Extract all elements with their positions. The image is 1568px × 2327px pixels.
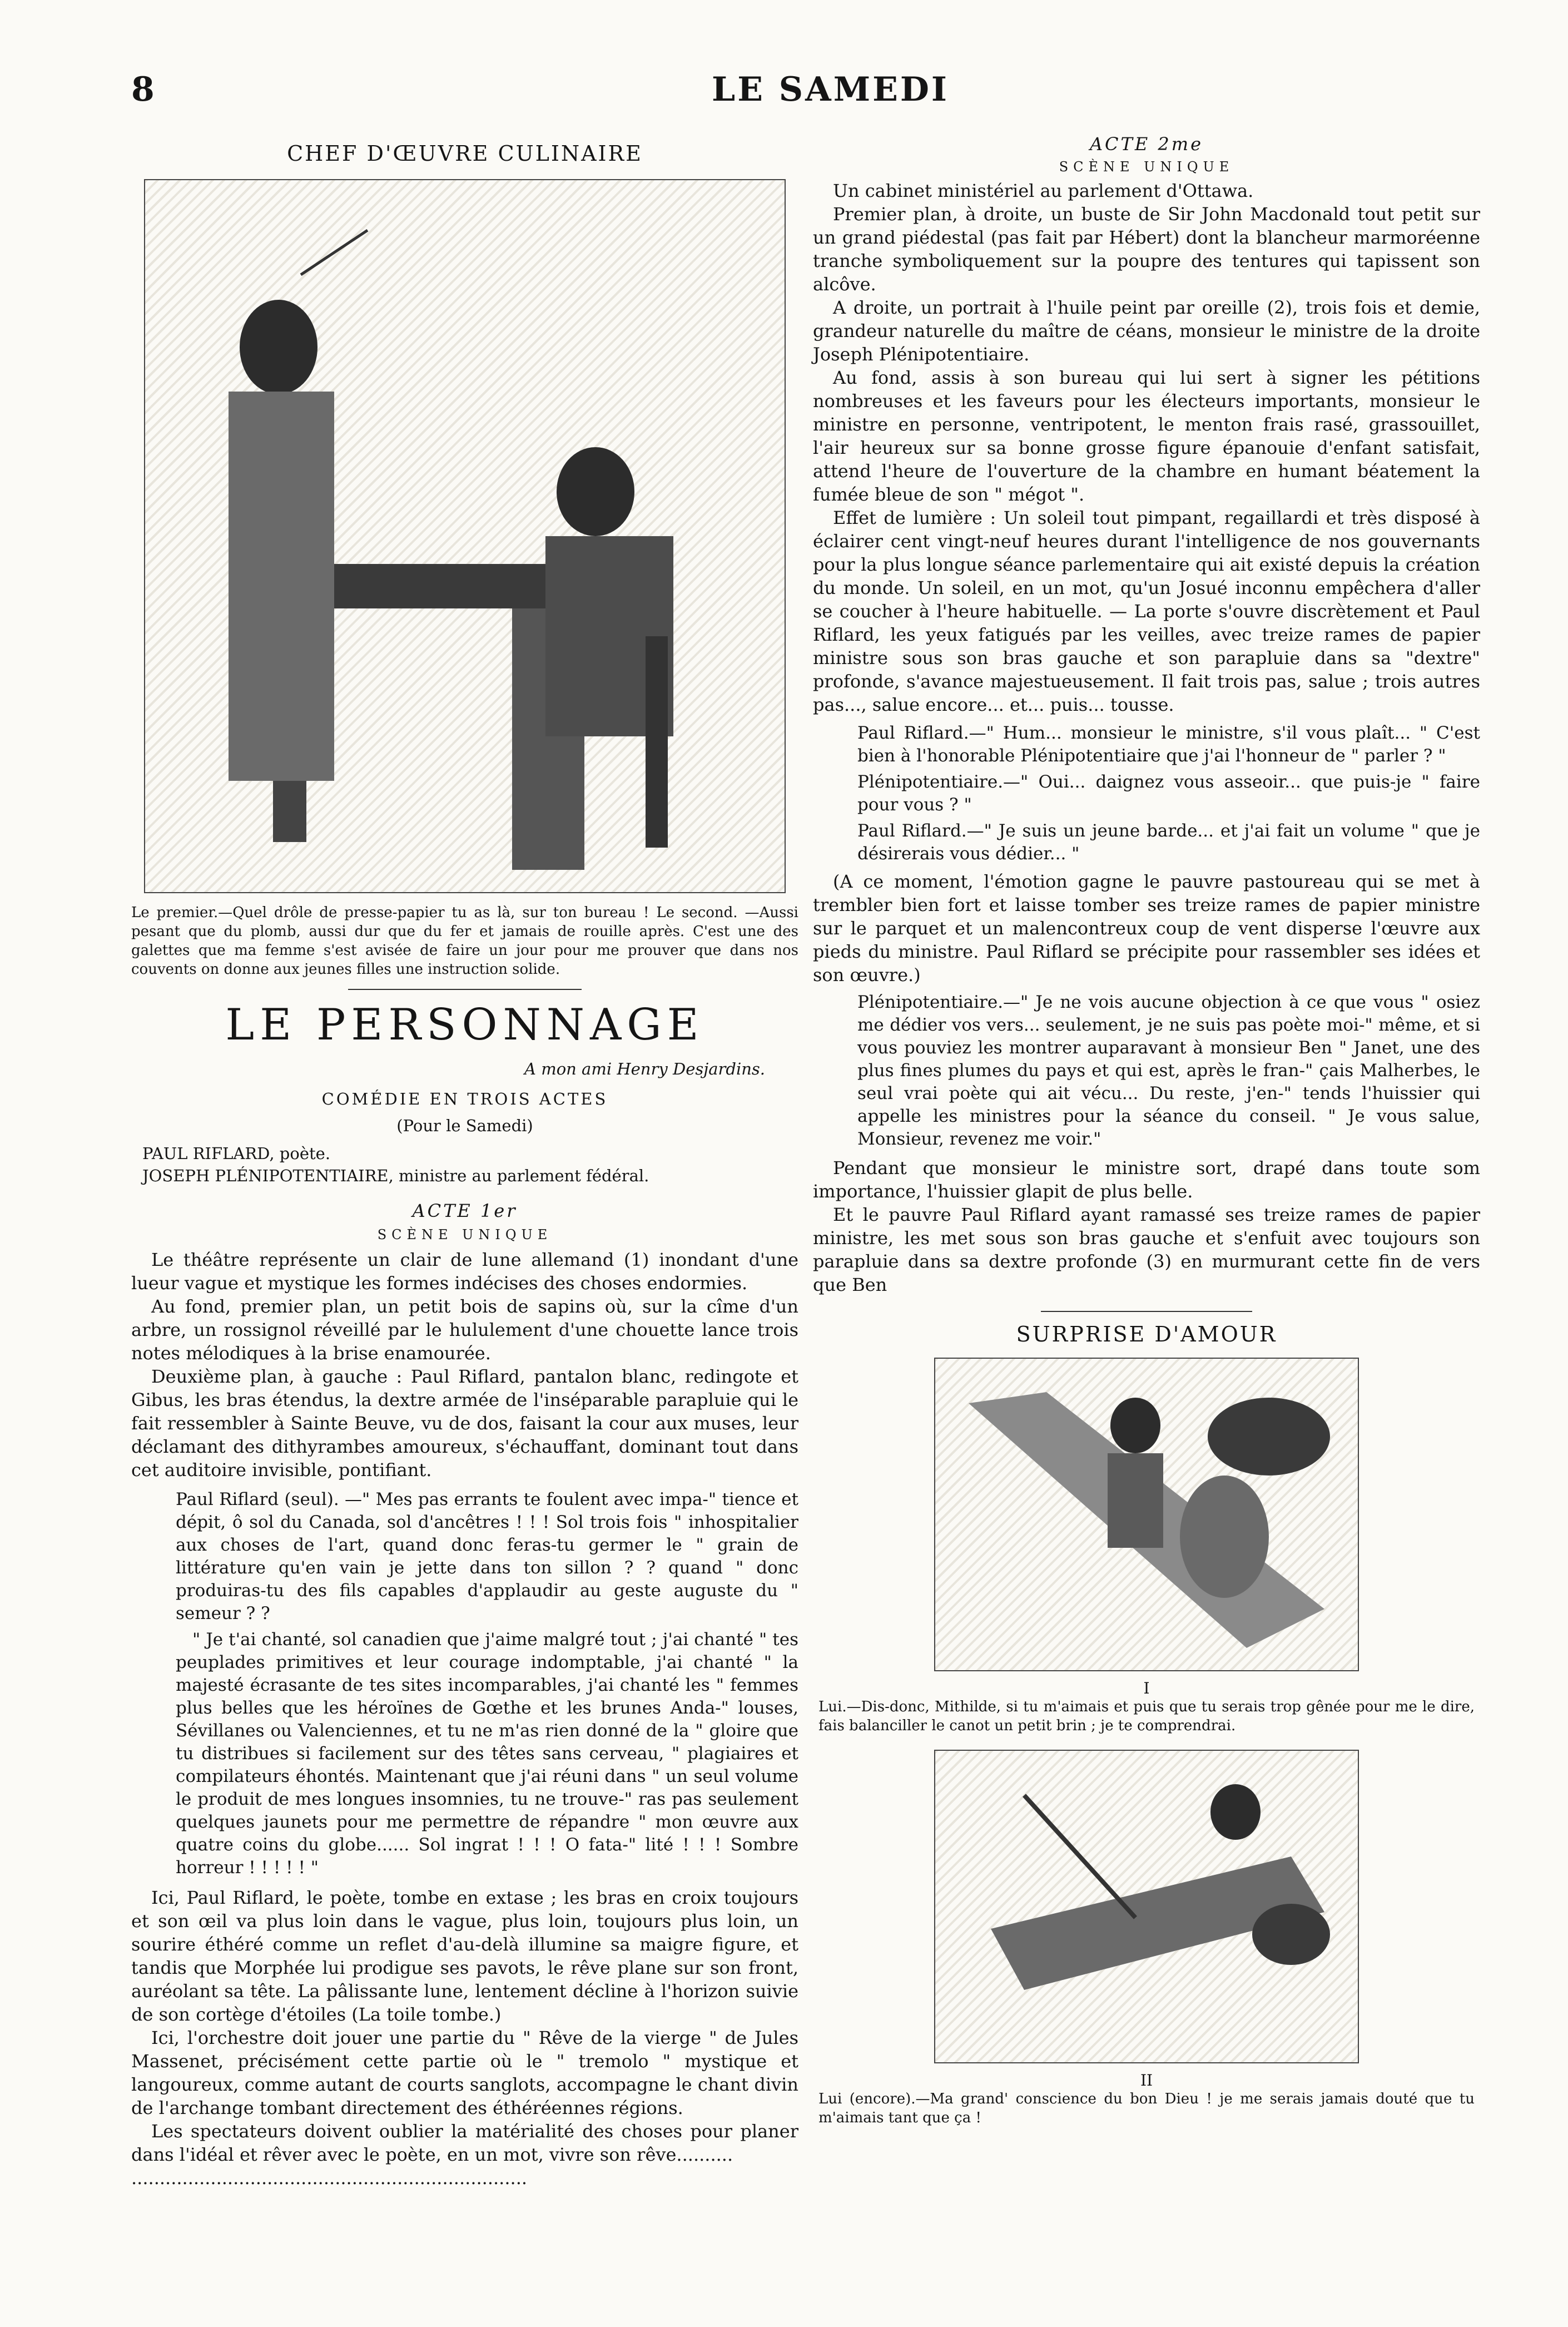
speech: Paul Riflard.—" Hum... monsieur le ministre, s'il vous plaît... " C'est bien à l'honorable Plénipotentiaire que j'ai l'honneur de " parler ? " [857,723,1480,766]
office-illustration [144,179,786,893]
cast-line-1: PAUL RIFLARD, poète. [142,1144,331,1163]
right-body-mid [813,870,1480,987]
masthead: LE SAMEDI [712,70,949,109]
divider [1041,1311,1252,1312]
paragraph: Un cabinet ministériel au parlement d'Ottawa. [833,180,1254,201]
paragraph: A droite, un portrait à l'huile peint par oreille (2), trois fois et demie, grandeur naturelle du maître de céans, monsieur le ministre de la droite Joseph Plénipotentiaire. [813,297,1480,365]
figure-caption: Lui.—Dis-donc, Mithilde, si tu m'aimais et puis que tu serais trop gênée pour me le dire, fais balanciller le canot un petit brin ; je te comprendrai. [818,1699,1475,1734]
paragraph: Au fond, premier plan, un petit bois de sapins où, sur la cîme d'un arbre, un rossignol réveillé par le hululement d'une chouette lance trois notes mélodiques à la brise enamourée. [131,1296,798,1364]
right-column [813,133,1480,2127]
right-body-end [813,1156,1480,1296]
paragraph: Au fond, assis à son bureau qui lui sert à signer les pétitions nombreuses et les faveurs pour les électeurs importants, monsieur le ministre en personne, ventripotent, le menton frais rasé, grassouillet, l'air heureux sur sa bonne grosse figure épanouie d'enfant satisfait, attend l'heure de l'ouverture de la chambre en humant béatement la fumée bleue de son " mégot ". [813,367,1480,505]
figure-number: I [1143,1679,1150,1697]
illustration-caption: Le premier.—Quel drôle de presse-papier tu as là, sur ton bureau ! Le second. —Aussi pesant que du plomb, aussi dur que du fer et jamais de rouille après. C'est une des galettes que ma femme s'est avisée de faire un jour pour me prouver que dans nos couvents on donne aux jeunes filles une instruction solide. [131,904,798,978]
paragraph: Premier plan, à droite, un buste de Sir John Macdonald tout petit sur un grand piédestal (pas fait par Hébert) dont la blancheur marmoréenne tranche symboliquement sur la poupre des tentures qui tapissent son alcôve. [813,204,1480,295]
act-heading: ACTE 2me [1089,133,1204,155]
paragraph: Le théâtre représente un clair de lune allemand (1) inondant d'une lueur vague et mystique les formes indécises des choses endormies. [131,1249,798,1294]
paragraph: Effet de lumière : Un soleil tout pimpant, regaillardi et très disposé à éclairer cent vingt-neuf heures durant l'intelligence de nos gouvernants pour la plus longue séance parlementaire qui ait existé depuis la création du monde. Un soleil, en un mot, qu'un Josué inconnu empêchera d'aller se coucher à l'heure habituelle. — La porte s'ouvre discrètement et Paul Riflard, les yeux fatigués par les veilles, avec treize rames de papier ministre sous son bras gauche et son parapluie dans sa "dextre" profonde, s'avance majestueusement. Il fait trois pas, salue ; trois autres pas..., salue encore... et... puis... tousse. [813,507,1480,715]
figure-number: II [1140,2071,1153,2090]
paragraph: Et le pauvre Paul Riflard ayant ramassé ses treize rames de papier ministre, les met sous son bras gauche et s'enfuit avec toujours son parapluie dans sa dextre profonde (3) en murmurant cette fin de vers que Ben [813,1204,1480,1295]
speech: Plénipotentiaire.—" Je ne vois aucune objection à ce que vous " osiez me dédier vos vers... seulement, je ne suis pas poète moi-" même, et si vous pouviez les montrer auparavant à monsieur Ben " Janet, une des plus fines plumes du pays et qui est, après le fran-" çais Malherbes, le seul vrai poète qui ait vécu... Du reste, j'en-" tends l'huissier qui appelle les ministres pour la séance du conseil. " Je vous salue, Monsieur, revenez me voir." [857,992,1480,1149]
speech: " Je t'ai chanté, sol canadien que j'aime malgré tout ; j'ai chanté " tes peuplades primitives et leur courage indomptable, j'ai chanté " la majesté écrasante de tes sites incomparables, j'ai chanté les " femmes plus belles que les héroïnes de Gœthe et les brunes Anda-" louses, Sévillanes ou Valenciennes, et tu ne m'as rien donné de la " gloire que tu distribues si facilement sur des têtes sans cerveau, " plagiaires et compilateurs éhontés. Maintenant que j'ai réuni dans " un seul volume le produit de mes longues insomnies, tu ne trouve-" ras pas seulement quelques jaunets pour me permettre de répandre " mon œuvre aux quatre coins du globe...... Sol ingrat ! ! ! O fata-" lité ! ! ! Sombre horreur ! ! ! ! ! " [176,1630,798,1878]
page-number: 8 [131,70,155,109]
speech-block [813,722,1480,865]
paragraph: Les spectateurs doivent oublier la matérialité des choses pour planer dans l'idéal et rêver avec le poète, en un mot, vivre son rêve.......... [131,2121,798,2165]
figure-caption: Lui (encore).—Ma grand' conscience du bon Dieu ! je me serais jamais douté que tu m'aimais tant que ça ! [818,2091,1475,2126]
left-column [131,133,798,2190]
play-title: LE PERSONNAGE [225,1000,704,1050]
cast-line-2: JOSEPH PLÉNIPOTENTIAIRE, ministre au parlement fédéral. [142,1166,649,1185]
scene-heading: SCÈNE UNIQUE [377,1227,553,1242]
pour-le-samedi: (Pour le Samedi) [396,1116,533,1135]
paragraph: Ici, Paul Riflard, le poète, tombe en extase ; les bras en croix toujours et son œil va plus loin dans le vague, plus loin, toujours plus loin, un sourire éthéré comme un reflet d'au-delà illumine sa maigre figure, et tandis que Morphée lui prodigue ses pavots, le rêve plane sur son front, auréolant sa tête. La pâlissante lune, lentement décline à l'horizon suivie de son cortège d'étoiles (La toile tombe.) [131,1887,798,2025]
right-body [813,179,1480,716]
illustration-title: CHEF D'ŒUVRE CULINAIRE [287,141,643,166]
divider [348,989,582,990]
illustration-title: SURPRISE D'AMOUR [1016,1322,1277,1346]
paragraph: Pendant que monsieur le ministre sort, drapé dans toute som importance, l'huissier glapit de plus belle. [813,1157,1480,1202]
canoe-scene-2-drawing [935,1751,1358,2062]
canoe-illustration-1 [934,1358,1359,1671]
office-scene-drawing [145,180,785,892]
left-body-end [131,1886,798,2166]
left-body [131,1248,798,1482]
speech: Paul Riflard (seul). —" Mes pas errants te foulent avec impa-" tience et dépit, ô sol du Canada, sol d'ancêtres ! ! ! Sol trois fois " inhospitalier aux choses de l'art, quand donc feras-tu germer le " grain de littérature qu'en vain je jette dans ton sillon ? ? quand " donc produiras-tu des fils capables d'applaudir au geste auguste du " semeur ? ? [176,1489,798,1623]
speech: Paul Riflard.—" Je suis un jeune barde... et j'ai fait un volume " que je désirerais vous dédier... " [857,821,1480,864]
speech-block [131,1488,798,1879]
genre: COMÉDIE EN TROIS ACTES [321,1090,608,1108]
paragraph: Deuxième plan, à gauche : Paul Riflard, pantalon blanc, redingote et Gibus, les bras étendus, la dextre armée de l'inséparable parapluie qui le fait ressembler à Sainte Beuve, vu de dos, faisant la cour aux muses, leur déclamant des dithyrambes amoureux, s'échauffant, dominant tout dans cet auditoire invisible, pontifiant. [131,1366,798,1481]
speech-block [813,991,1480,1151]
paragraph: Ici, l'orchestre doit jouer une partie du " Rêve de la vierge " de Jules Massenet, précisément cette partie où le " tremolo " mystique et langoureux, comme autant de courts sanglots, accompagne le chant divin de l'archange tombant directement des éthéréennes régions. [131,2027,798,2118]
paragraph: (A ce moment, l'émotion gagne le pauvre pastoureau qui se met à trembler bien fort et laisse tomber ses treize rames de papier ministre sur le parquet et un malencontreux coup de vent disperse l'œuvre aux pieds du ministre. Paul Riflard se précipite pour rassembler ses idées et son œuvre.) [813,871,1480,986]
dedication: A mon ami Henry Desjardins. [524,1059,765,1078]
footer-dots: ...................................................................... [131,2167,528,2189]
speech: Plénipotentiaire.—" Oui... daignez vous asseoir... que puis-je " faire pour vous ? " [857,772,1480,815]
canoe-scene-1-drawing [935,1359,1358,1670]
canoe-illustration-2 [934,1750,1359,2063]
act-heading: ACTE 1er [412,1200,518,1221]
scene-heading: SCÈNE UNIQUE [1059,159,1234,175]
